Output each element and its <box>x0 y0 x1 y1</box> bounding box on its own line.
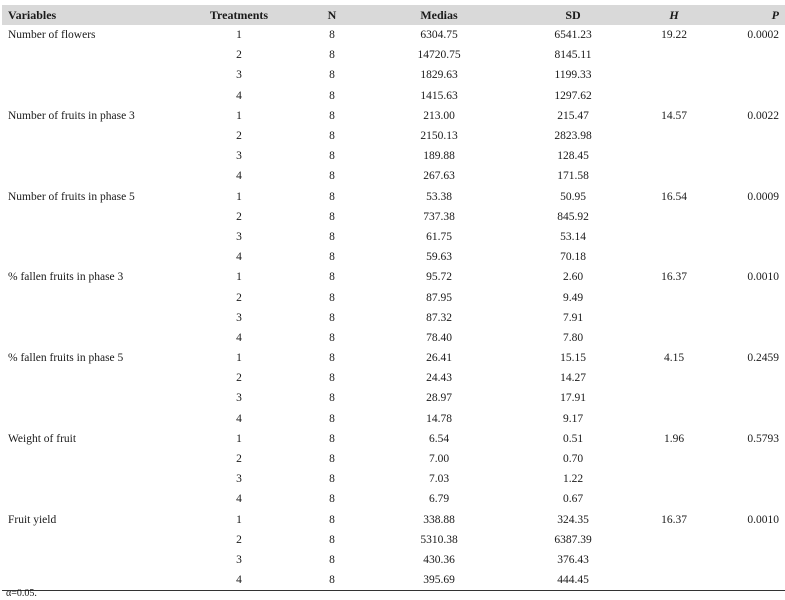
cell-h <box>634 530 714 550</box>
cell-mean: 26.41 <box>426 352 452 365</box>
cell-p <box>714 86 785 106</box>
cell-treatment: 3 <box>236 150 242 163</box>
table-row <box>2 126 785 146</box>
cell-n: 8 <box>329 453 335 466</box>
table-row <box>2 348 785 368</box>
cell-variable <box>2 550 180 570</box>
cell-sd: 1297.62 <box>554 89 592 102</box>
cell-variable <box>2 328 180 348</box>
cell-h <box>634 65 714 85</box>
cell-mean: 14720.75 <box>417 49 461 62</box>
cell-treatment: 1 <box>236 109 242 122</box>
cell-p <box>714 489 785 509</box>
cell-h <box>634 227 714 247</box>
cell-h: 14.57 <box>661 109 687 122</box>
cell-sd: 6541.23 <box>554 29 592 42</box>
cell-h: 16.54 <box>661 190 687 203</box>
cell-variable <box>2 449 180 469</box>
cell-p <box>714 166 785 186</box>
header-sd: SD <box>512 5 634 25</box>
cell-h <box>634 328 714 348</box>
header-variables: Variables <box>2 5 180 25</box>
cell-mean: 59.63 <box>426 251 452 264</box>
cell-variable: Number of fruits in phase 3 <box>8 109 135 122</box>
cell-treatment: 2 <box>236 291 242 304</box>
table-row <box>2 287 785 307</box>
cell-mean: 7.00 <box>428 453 450 466</box>
cell-p <box>714 469 785 489</box>
table-row <box>2 267 785 287</box>
cell-p <box>714 227 785 247</box>
cell-mean: 6.54 <box>428 432 450 445</box>
cell-sd: 53.14 <box>560 230 586 243</box>
cell-sd: 7.91 <box>562 311 584 324</box>
cell-h <box>634 287 714 307</box>
cell-mean: 338.88 <box>423 513 455 526</box>
cell-p <box>714 247 785 267</box>
cell-n: 8 <box>329 170 335 183</box>
cell-p: 0.0010 <box>747 513 779 526</box>
cell-treatment: 3 <box>236 392 242 405</box>
cell-mean: 78.40 <box>426 331 452 344</box>
cell-h <box>634 146 714 166</box>
cell-treatment: 4 <box>236 89 242 102</box>
table-row <box>2 227 785 247</box>
cell-variable <box>2 469 180 489</box>
cell-p <box>714 530 785 550</box>
cell-p: 0.0009 <box>747 190 779 203</box>
cell-n: 8 <box>329 251 335 264</box>
cell-mean: 395.69 <box>366 570 512 591</box>
cell-n: 8 <box>298 570 366 591</box>
cell-treatment: 3 <box>236 69 242 82</box>
cell-sd: 9.17 <box>562 412 584 425</box>
cell-h: 19.22 <box>661 29 687 42</box>
cell-treatment: 2 <box>236 210 242 223</box>
header-medias: Medias <box>366 5 512 25</box>
cell-h <box>634 388 714 408</box>
cell-mean: 430.36 <box>423 553 455 566</box>
cell-n: 8 <box>329 513 335 526</box>
cell-variable <box>2 146 180 166</box>
cell-sd: 171.58 <box>557 170 589 183</box>
cell-sd: 9.49 <box>562 291 584 304</box>
cell-n: 8 <box>329 331 335 344</box>
cell-treatment: 1 <box>236 352 242 365</box>
cell-h <box>634 45 714 65</box>
cell-treatment: 2 <box>236 453 242 466</box>
cell-variable <box>2 166 180 186</box>
cell-variable <box>2 207 180 227</box>
cell-sd: 14.27 <box>560 372 586 385</box>
cell-mean: 1829.63 <box>420 69 458 82</box>
cell-n: 8 <box>329 271 335 284</box>
cell-mean: 2150.13 <box>420 130 458 143</box>
cell-treatment: 4 <box>236 331 242 344</box>
cell-p <box>714 126 785 146</box>
table-body <box>2 25 785 591</box>
cell-treatment: 1 <box>236 29 242 42</box>
cell-sd: 1.22 <box>562 473 584 486</box>
cell-variable <box>2 65 180 85</box>
cell-mean: 14.78 <box>426 412 452 425</box>
table-row <box>2 86 785 106</box>
cell-mean: 189.88 <box>423 150 455 163</box>
cell-variable: Number of flowers <box>8 29 96 42</box>
cell-n: 8 <box>329 109 335 122</box>
cell-treatment: 2 <box>236 49 242 62</box>
cell-variable: Weight of fruit <box>8 432 77 445</box>
cell-mean: 267.63 <box>423 170 455 183</box>
cell-sd: 0.70 <box>562 453 584 466</box>
cell-n: 8 <box>329 533 335 546</box>
cell-p <box>714 207 785 227</box>
cell-sd: 324.35 <box>557 513 589 526</box>
cell-n: 8 <box>329 311 335 324</box>
cell-variable: % fallen fruits in phase 3 <box>8 271 124 284</box>
cell-n: 8 <box>329 150 335 163</box>
cell-n: 8 <box>329 432 335 445</box>
cell-variable: Number of fruits in phase 5 <box>8 190 135 203</box>
cell-variable: % fallen fruits in phase 5 <box>8 352 124 365</box>
cell-sd: 444.45 <box>512 570 634 591</box>
cell-h: 16.37 <box>661 513 687 526</box>
cell-h <box>634 308 714 328</box>
cell-n: 8 <box>329 89 335 102</box>
cell-variable <box>2 530 180 550</box>
header-h: H <box>634 5 714 25</box>
cell-sd: 1199.33 <box>554 69 592 82</box>
cell-p: 0.2459 <box>747 352 779 365</box>
cell-treatment: 2 <box>236 130 242 143</box>
cell-treatment: 4 <box>180 570 298 591</box>
cell-p <box>714 287 785 307</box>
cell-mean: 87.95 <box>426 291 452 304</box>
cell-h: 4.15 <box>663 352 685 365</box>
table-row <box>2 510 785 530</box>
cell-h <box>634 489 714 509</box>
cell-sd: 128.45 <box>557 150 589 163</box>
cell-n: 8 <box>329 190 335 203</box>
cell-h <box>634 469 714 489</box>
cell-h <box>634 166 714 186</box>
table-row <box>2 45 785 65</box>
cell-n: 8 <box>329 230 335 243</box>
table-row <box>2 429 785 449</box>
cell-p: 0.0002 <box>747 29 779 42</box>
cell-variable: Fruit yield <box>8 513 57 526</box>
cell-sd: 376.43 <box>557 553 589 566</box>
table-row <box>2 388 785 408</box>
cell-treatment: 1 <box>236 271 242 284</box>
cell-treatment: 3 <box>236 473 242 486</box>
footnote: α=0.05. <box>6 588 37 599</box>
cell-n: 8 <box>329 493 335 506</box>
cell-sd: 845.92 <box>557 210 589 223</box>
cell-sd: 6387.39 <box>554 533 592 546</box>
cell-variable <box>2 126 180 146</box>
cell-n: 8 <box>329 210 335 223</box>
table-row <box>2 106 785 126</box>
table-row <box>2 570 785 591</box>
table-row <box>2 530 785 550</box>
table-row <box>2 166 785 186</box>
cell-sd: 17.91 <box>560 392 586 405</box>
header-treatments: Treatments <box>180 5 298 25</box>
cell-p <box>714 328 785 348</box>
cell-n: 8 <box>329 553 335 566</box>
cell-n: 8 <box>329 473 335 486</box>
cell-treatment: 3 <box>236 553 242 566</box>
cell-h <box>634 368 714 388</box>
cell-n: 8 <box>329 352 335 365</box>
cell-n: 8 <box>329 49 335 62</box>
cell-variable <box>2 388 180 408</box>
cell-variable <box>2 287 180 307</box>
table-row <box>2 368 785 388</box>
header-p: P <box>714 5 785 25</box>
table-row <box>2 469 785 489</box>
cell-p <box>714 45 785 65</box>
table-row <box>2 25 785 45</box>
table-row <box>2 550 785 570</box>
cell-variable <box>2 247 180 267</box>
cell-treatment: 4 <box>236 493 242 506</box>
table-row <box>2 65 785 85</box>
cell-mean: 28.97 <box>426 392 452 405</box>
cell-treatment: 2 <box>236 372 242 385</box>
cell-mean: 6.79 <box>428 493 450 506</box>
cell-treatment: 1 <box>236 513 242 526</box>
cell-sd: 2.60 <box>562 271 584 284</box>
cell-n: 8 <box>329 130 335 143</box>
cell-p <box>714 570 785 591</box>
cell-p <box>714 409 785 429</box>
cell-h: 16.37 <box>661 271 687 284</box>
cell-h <box>634 86 714 106</box>
header-row <box>2 5 785 25</box>
cell-sd: 8145.11 <box>554 49 592 62</box>
cell-h <box>634 126 714 146</box>
cell-treatment: 3 <box>236 230 242 243</box>
cell-treatment: 1 <box>236 190 242 203</box>
cell-p: 0.0022 <box>747 109 779 122</box>
cell-treatment: 4 <box>236 251 242 264</box>
cell-h <box>634 409 714 429</box>
cell-p <box>714 388 785 408</box>
cell-p <box>714 368 785 388</box>
cell-p: 0.5793 <box>747 432 779 445</box>
cell-n: 8 <box>329 29 335 42</box>
cell-sd: 15.15 <box>560 352 586 365</box>
results-table <box>2 5 785 591</box>
cell-p <box>714 308 785 328</box>
cell-mean: 5310.38 <box>420 533 458 546</box>
cell-mean: 213.00 <box>423 109 455 122</box>
cell-mean: 7.03 <box>428 473 450 486</box>
cell-p <box>714 146 785 166</box>
cell-sd: 2823.98 <box>554 130 592 143</box>
cell-treatment: 4 <box>236 412 242 425</box>
cell-sd: 50.95 <box>560 190 586 203</box>
cell-p <box>714 550 785 570</box>
cell-variable <box>2 86 180 106</box>
cell-treatment: 3 <box>236 311 242 324</box>
table-row <box>2 247 785 267</box>
table-row <box>2 187 785 207</box>
table-row <box>2 146 785 166</box>
cell-mean: 95.72 <box>426 271 452 284</box>
cell-h <box>634 550 714 570</box>
cell-treatment: 1 <box>236 432 242 445</box>
cell-n: 8 <box>329 69 335 82</box>
table-row <box>2 328 785 348</box>
cell-sd: 0.51 <box>562 432 584 445</box>
cell-variable <box>2 308 180 328</box>
cell-variable <box>2 489 180 509</box>
cell-h: 1.96 <box>663 432 685 445</box>
cell-treatment: 2 <box>236 533 242 546</box>
cell-mean: 53.38 <box>426 190 452 203</box>
cell-h <box>634 570 714 591</box>
cell-mean: 61.75 <box>426 230 452 243</box>
table-row <box>2 308 785 328</box>
table-row <box>2 449 785 469</box>
header-n: N <box>298 5 366 25</box>
cell-mean: 6304.75 <box>420 29 458 42</box>
cell-mean: 737.38 <box>423 210 455 223</box>
cell-n: 8 <box>329 372 335 385</box>
cell-n: 8 <box>329 291 335 304</box>
cell-treatment: 4 <box>236 170 242 183</box>
cell-n: 8 <box>329 392 335 405</box>
cell-p <box>714 65 785 85</box>
cell-sd: 0.67 <box>562 493 584 506</box>
cell-mean: 87.32 <box>426 311 452 324</box>
cell-variable <box>2 409 180 429</box>
table-row <box>2 207 785 227</box>
cell-h <box>634 449 714 469</box>
table-header <box>2 5 785 25</box>
cell-p: 0.0010 <box>747 271 779 284</box>
cell-h <box>634 247 714 267</box>
cell-variable <box>2 227 180 247</box>
table-row <box>2 489 785 509</box>
cell-variable <box>2 368 180 388</box>
cell-sd: 70.18 <box>560 251 586 264</box>
cell-mean: 24.43 <box>426 372 452 385</box>
cell-sd: 7.80 <box>562 331 584 344</box>
cell-h <box>634 207 714 227</box>
cell-p <box>714 449 785 469</box>
cell-variable <box>2 45 180 65</box>
table-row <box>2 409 785 429</box>
cell-sd: 215.47 <box>557 109 589 122</box>
cell-mean: 1415.63 <box>420 89 458 102</box>
cell-n: 8 <box>329 412 335 425</box>
